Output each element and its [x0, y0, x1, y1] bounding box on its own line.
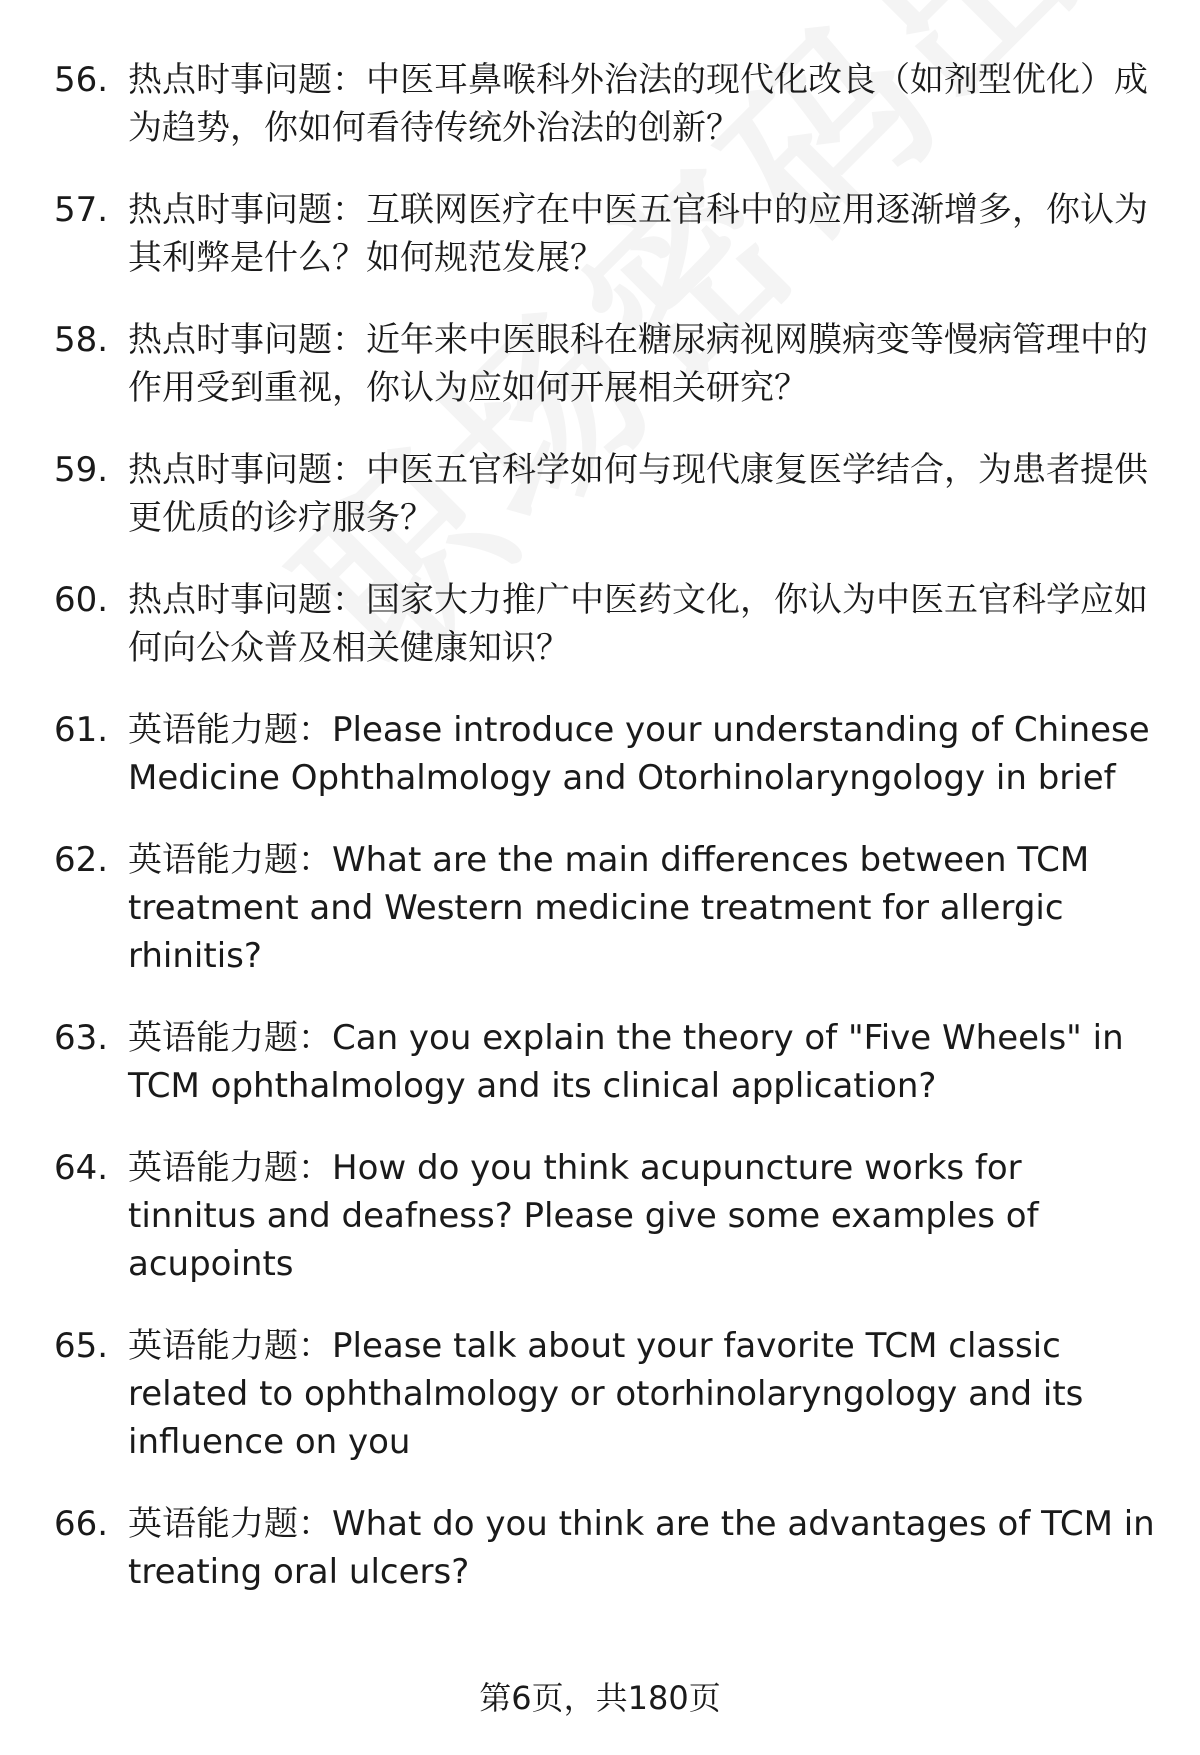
question-number: 61. — [54, 710, 109, 750]
question-item — [0, 446, 1200, 542]
question-item — [0, 1322, 1200, 1466]
question-text: 英语能力题：Can you explain the theory of "Five Wheels" in TCM ophthalmology and its clinical application? — [128, 1018, 1124, 1106]
question-number: 62. — [54, 840, 109, 880]
question-item — [0, 576, 1200, 672]
question-number: 56. — [54, 60, 109, 100]
question-number: 58. — [54, 320, 109, 360]
page-footer — [0, 1676, 1200, 1720]
question-text: 热点时事问题：国家大力推广中医药文化，你认为中医五官科学应如何向公众普及相关健康知识？ — [128, 580, 1148, 668]
question-text: 英语能力题：What do you think are the advantages of TCM in treating oral ulcers? — [128, 1504, 1155, 1592]
question-number: 65. — [54, 1326, 109, 1366]
question-text: 热点时事问题：互联网医疗在中医五官科中的应用逐渐增多，你认为其利弊是什么？如何规范发展？ — [128, 190, 1148, 278]
question-text: 英语能力题：How do you think acupuncture works for tinnitus and deafness? Please give some examples of acupoints — [128, 1148, 1039, 1284]
question-item — [0, 316, 1200, 412]
question-item — [0, 836, 1200, 980]
question-item — [0, 56, 1200, 152]
question-number: 63. — [54, 1018, 109, 1058]
question-text: 热点时事问题：近年来中医眼科在糖尿病视网膜病变等慢病管理中的作用受到重视，你认为应如何开展相关研究？ — [128, 320, 1148, 408]
question-number: 60. — [54, 580, 109, 620]
page-number-label: 第6页，共180页 — [479, 1679, 721, 1717]
question-text: 热点时事问题：中医耳鼻喉科外治法的现代化改良（如剂型优化）成为趋势，你如何看待传统外治法的创新？ — [128, 60, 1148, 148]
question-item — [0, 1014, 1200, 1110]
question-item — [0, 1144, 1200, 1288]
question-number: 64. — [54, 1148, 109, 1188]
question-list — [0, 56, 1200, 1630]
question-number: 66. — [54, 1504, 109, 1544]
question-item — [0, 186, 1200, 282]
question-text: 英语能力题：What are the main differences between TCM treatment and Western medicine treatment for allergic rhinitis? — [128, 840, 1090, 976]
question-number: 59. — [54, 450, 109, 490]
question-text: 英语能力题：Please talk about your favorite TCM classic related to ophthalmology or otorhinolaryngology and its influence on you — [128, 1326, 1084, 1462]
question-text: 热点时事问题：中医五官科学如何与现代康复医学结合，为患者提供更优质的诊疗服务？ — [128, 450, 1148, 538]
question-item — [0, 706, 1200, 802]
question-text: 英语能力题：Please introduce your understanding of Chinese Medicine Ophthalmology and Otorhinolaryngology in brief — [128, 710, 1150, 798]
question-number: 57. — [54, 190, 109, 230]
question-item — [0, 1500, 1200, 1596]
